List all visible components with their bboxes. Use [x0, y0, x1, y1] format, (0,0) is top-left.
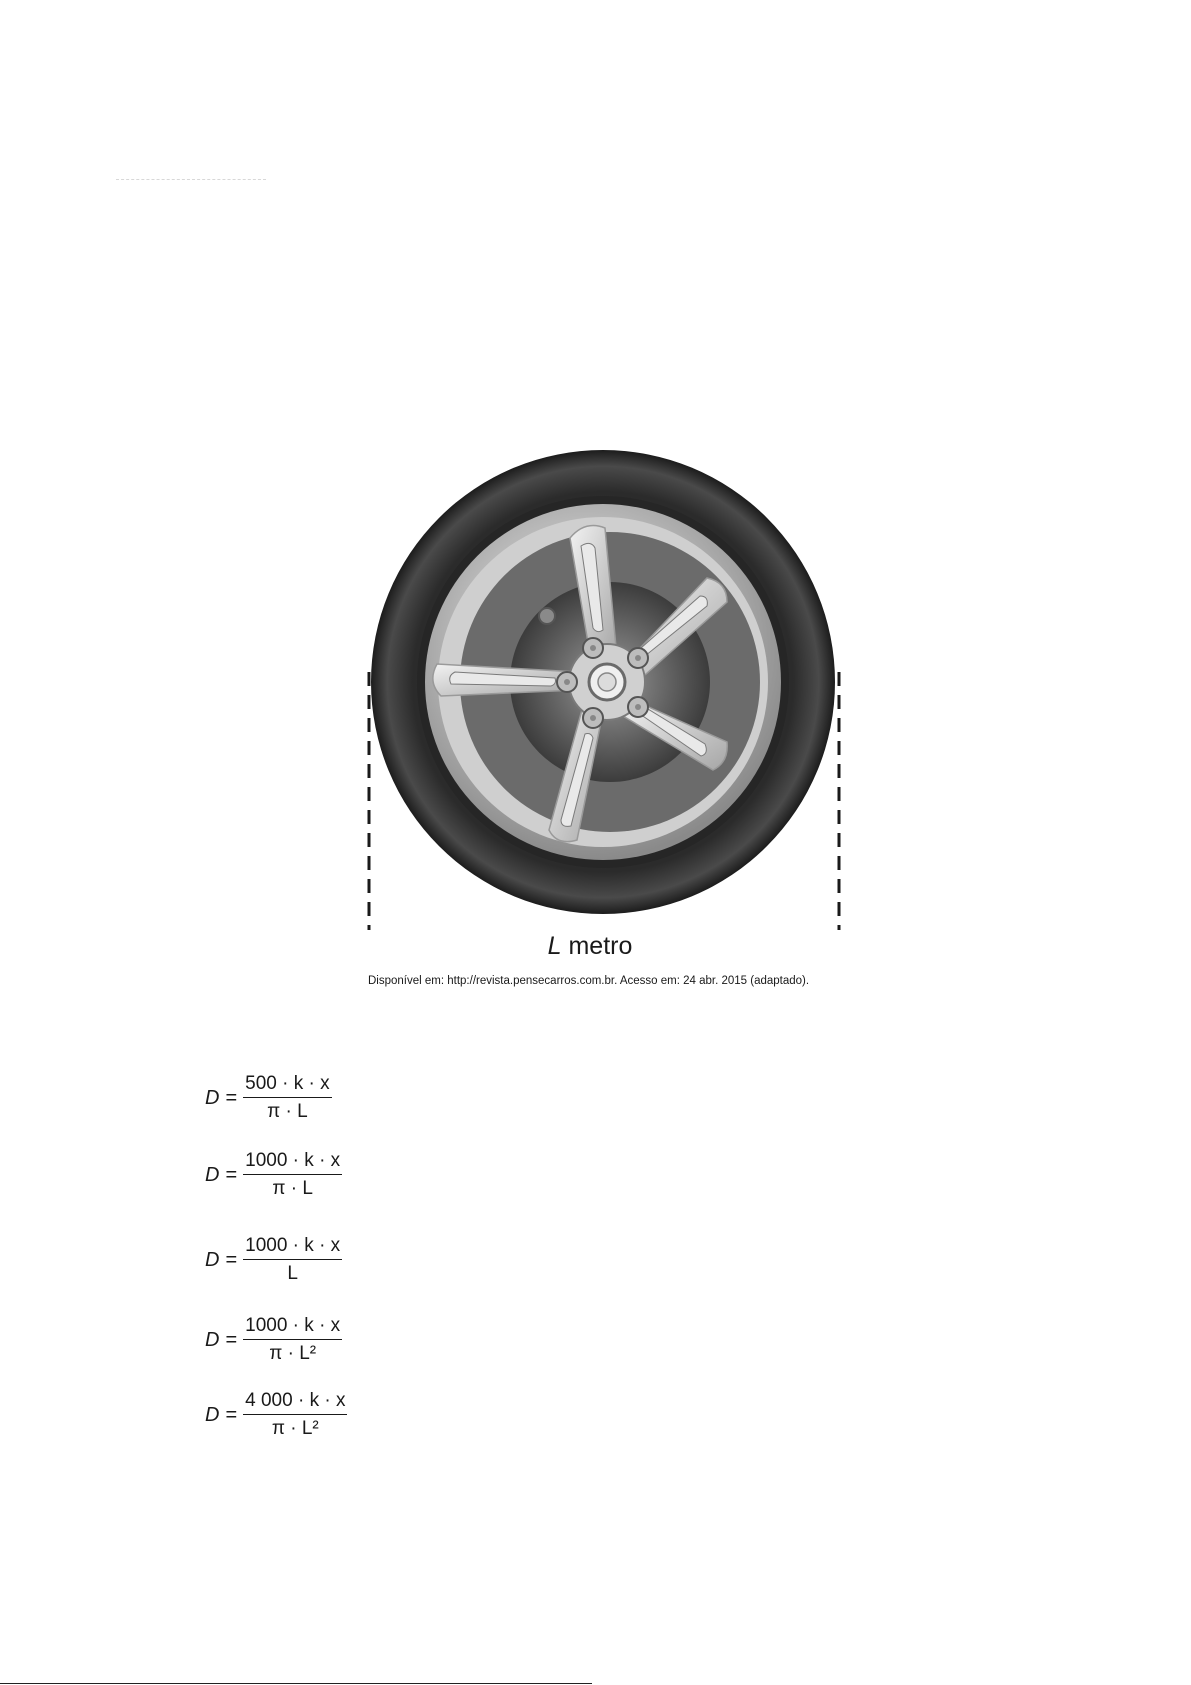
formula-lhs: D [205, 1248, 220, 1271]
formula-lhs: D [205, 1403, 220, 1426]
formula-equals: = [225, 1403, 238, 1426]
formula-fraction [243, 1150, 342, 1200]
formula-fraction [243, 1315, 342, 1365]
option-c-formula [205, 1230, 342, 1290]
formula-fraction [243, 1390, 347, 1440]
formula-numerator: 1000 · k · x [243, 1235, 342, 1260]
formula-equals: = [225, 1248, 238, 1271]
formula-denominator: L [287, 1263, 298, 1284]
dimension-variable: L [547, 932, 562, 960]
wheel-illustration [355, 450, 855, 930]
dimension-unit: metro [568, 932, 633, 960]
formula-equals: = [225, 1163, 238, 1186]
formula-denominator: π · L [267, 1101, 308, 1122]
top-divider [116, 179, 266, 180]
option-d-formula [205, 1310, 342, 1370]
formula-lhs: D [205, 1328, 220, 1351]
footer-rule [0, 1683, 592, 1684]
option-b-formula [205, 1145, 342, 1205]
formula-numerator: 1000 · k · x [243, 1150, 342, 1175]
center-cap-inner [598, 673, 616, 691]
formula-numerator: 1000 · k · x [243, 1315, 342, 1340]
formula-equals: = [225, 1086, 238, 1109]
formula-denominator: π · L² [269, 1343, 317, 1364]
formula-equals: = [225, 1328, 238, 1351]
figure-caption: Disponível em: http://revista.pensecarros.com.br. Acesso em: 24 abr. 2015 (adaptado). [368, 975, 810, 987]
dimension-label [500, 932, 680, 961]
formula-numerator: 4 000 · k · x [243, 1390, 347, 1415]
wheel-figure [355, 450, 855, 930]
formula-lhs: D [205, 1163, 220, 1186]
formula-fraction [243, 1235, 342, 1285]
formula-denominator: π · L [272, 1178, 313, 1199]
brake-bolt [539, 608, 555, 624]
option-e-formula [205, 1385, 347, 1445]
formula-lhs: D [205, 1086, 220, 1109]
option-a-formula [205, 1068, 332, 1128]
formula-fraction [243, 1073, 331, 1123]
formula-numerator: 500 · k · x [243, 1073, 331, 1098]
formula-denominator: π · L² [271, 1418, 319, 1439]
